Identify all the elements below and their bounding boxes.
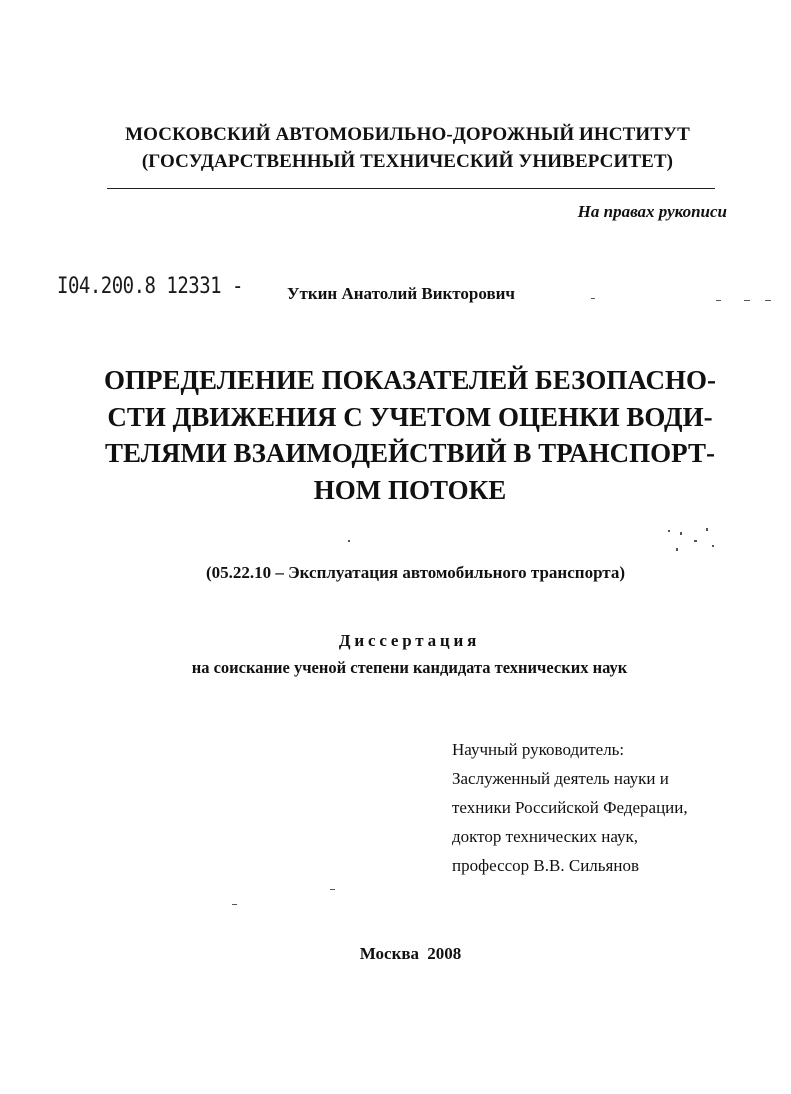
scan-speck (694, 540, 697, 542)
title-line: ОПРЕДЕЛЕНИЕ ПОКАЗАТЕЛЕЙ БЕЗОПАСНО- (103, 365, 717, 395)
degree-statement: на соискание ученой степени кандидата технических наук (191, 658, 628, 677)
scan-speck (591, 298, 595, 299)
archive-stamp: I04.200.8 12331 - (57, 273, 243, 299)
author-name: Уткин Анатолий Викторович (287, 284, 516, 303)
scan-speck (668, 530, 670, 532)
supervisor-block (452, 735, 688, 880)
scan-speck (744, 300, 750, 301)
supervisor-line: техники Российской Федерации, (452, 798, 688, 817)
manuscript-note: На правах рукописи (577, 202, 727, 221)
document-type: Диссертация (338, 631, 481, 650)
city-year: Москва 2008 (359, 944, 462, 963)
supervisor-line: Заслуженный деятель науки и (452, 769, 669, 788)
specialty-code: (05.22.10 – Эксплуатация автомобильного транспорта) (205, 563, 626, 582)
scan-speck (676, 548, 678, 551)
scan-speck (330, 889, 335, 890)
institution-status: (ГОСУДАРСТВЕННЫЙ ТЕХНИЧЕСКИЙ УНИВЕРСИТЕТ) (141, 151, 674, 172)
scan-speck (716, 300, 721, 301)
title-line: НОМ ПОТОКЕ (313, 474, 507, 505)
scan-speck (680, 532, 682, 535)
supervisor-line: Научный руководитель: (452, 740, 625, 759)
supervisor-line: доктор технических наук, (452, 827, 639, 846)
scan-speck (765, 300, 771, 301)
institution-name: МОСКОВСКИЙ АВТОМОБИЛЬНО-ДОРОЖНЫЙ ИНСТИТУТ (125, 124, 690, 145)
scan-speck (348, 540, 350, 542)
scan-speck (712, 545, 714, 547)
scan-speck (232, 904, 237, 905)
scan-speck (706, 528, 708, 531)
title-line: ТЕЛЯМИ ВЗАИМОДЕЙСТВИЙ В ТРАНСПОРТ- (105, 438, 715, 468)
header-divider (107, 188, 715, 189)
title-line: СТИ ДВИЖЕНИЯ С УЧЕТОМ ОЦЕНКИ ВОДИ- (107, 401, 713, 432)
dissertation-title (80, 362, 740, 508)
supervisor-line: профессор В.В. Сильянов (452, 856, 639, 875)
